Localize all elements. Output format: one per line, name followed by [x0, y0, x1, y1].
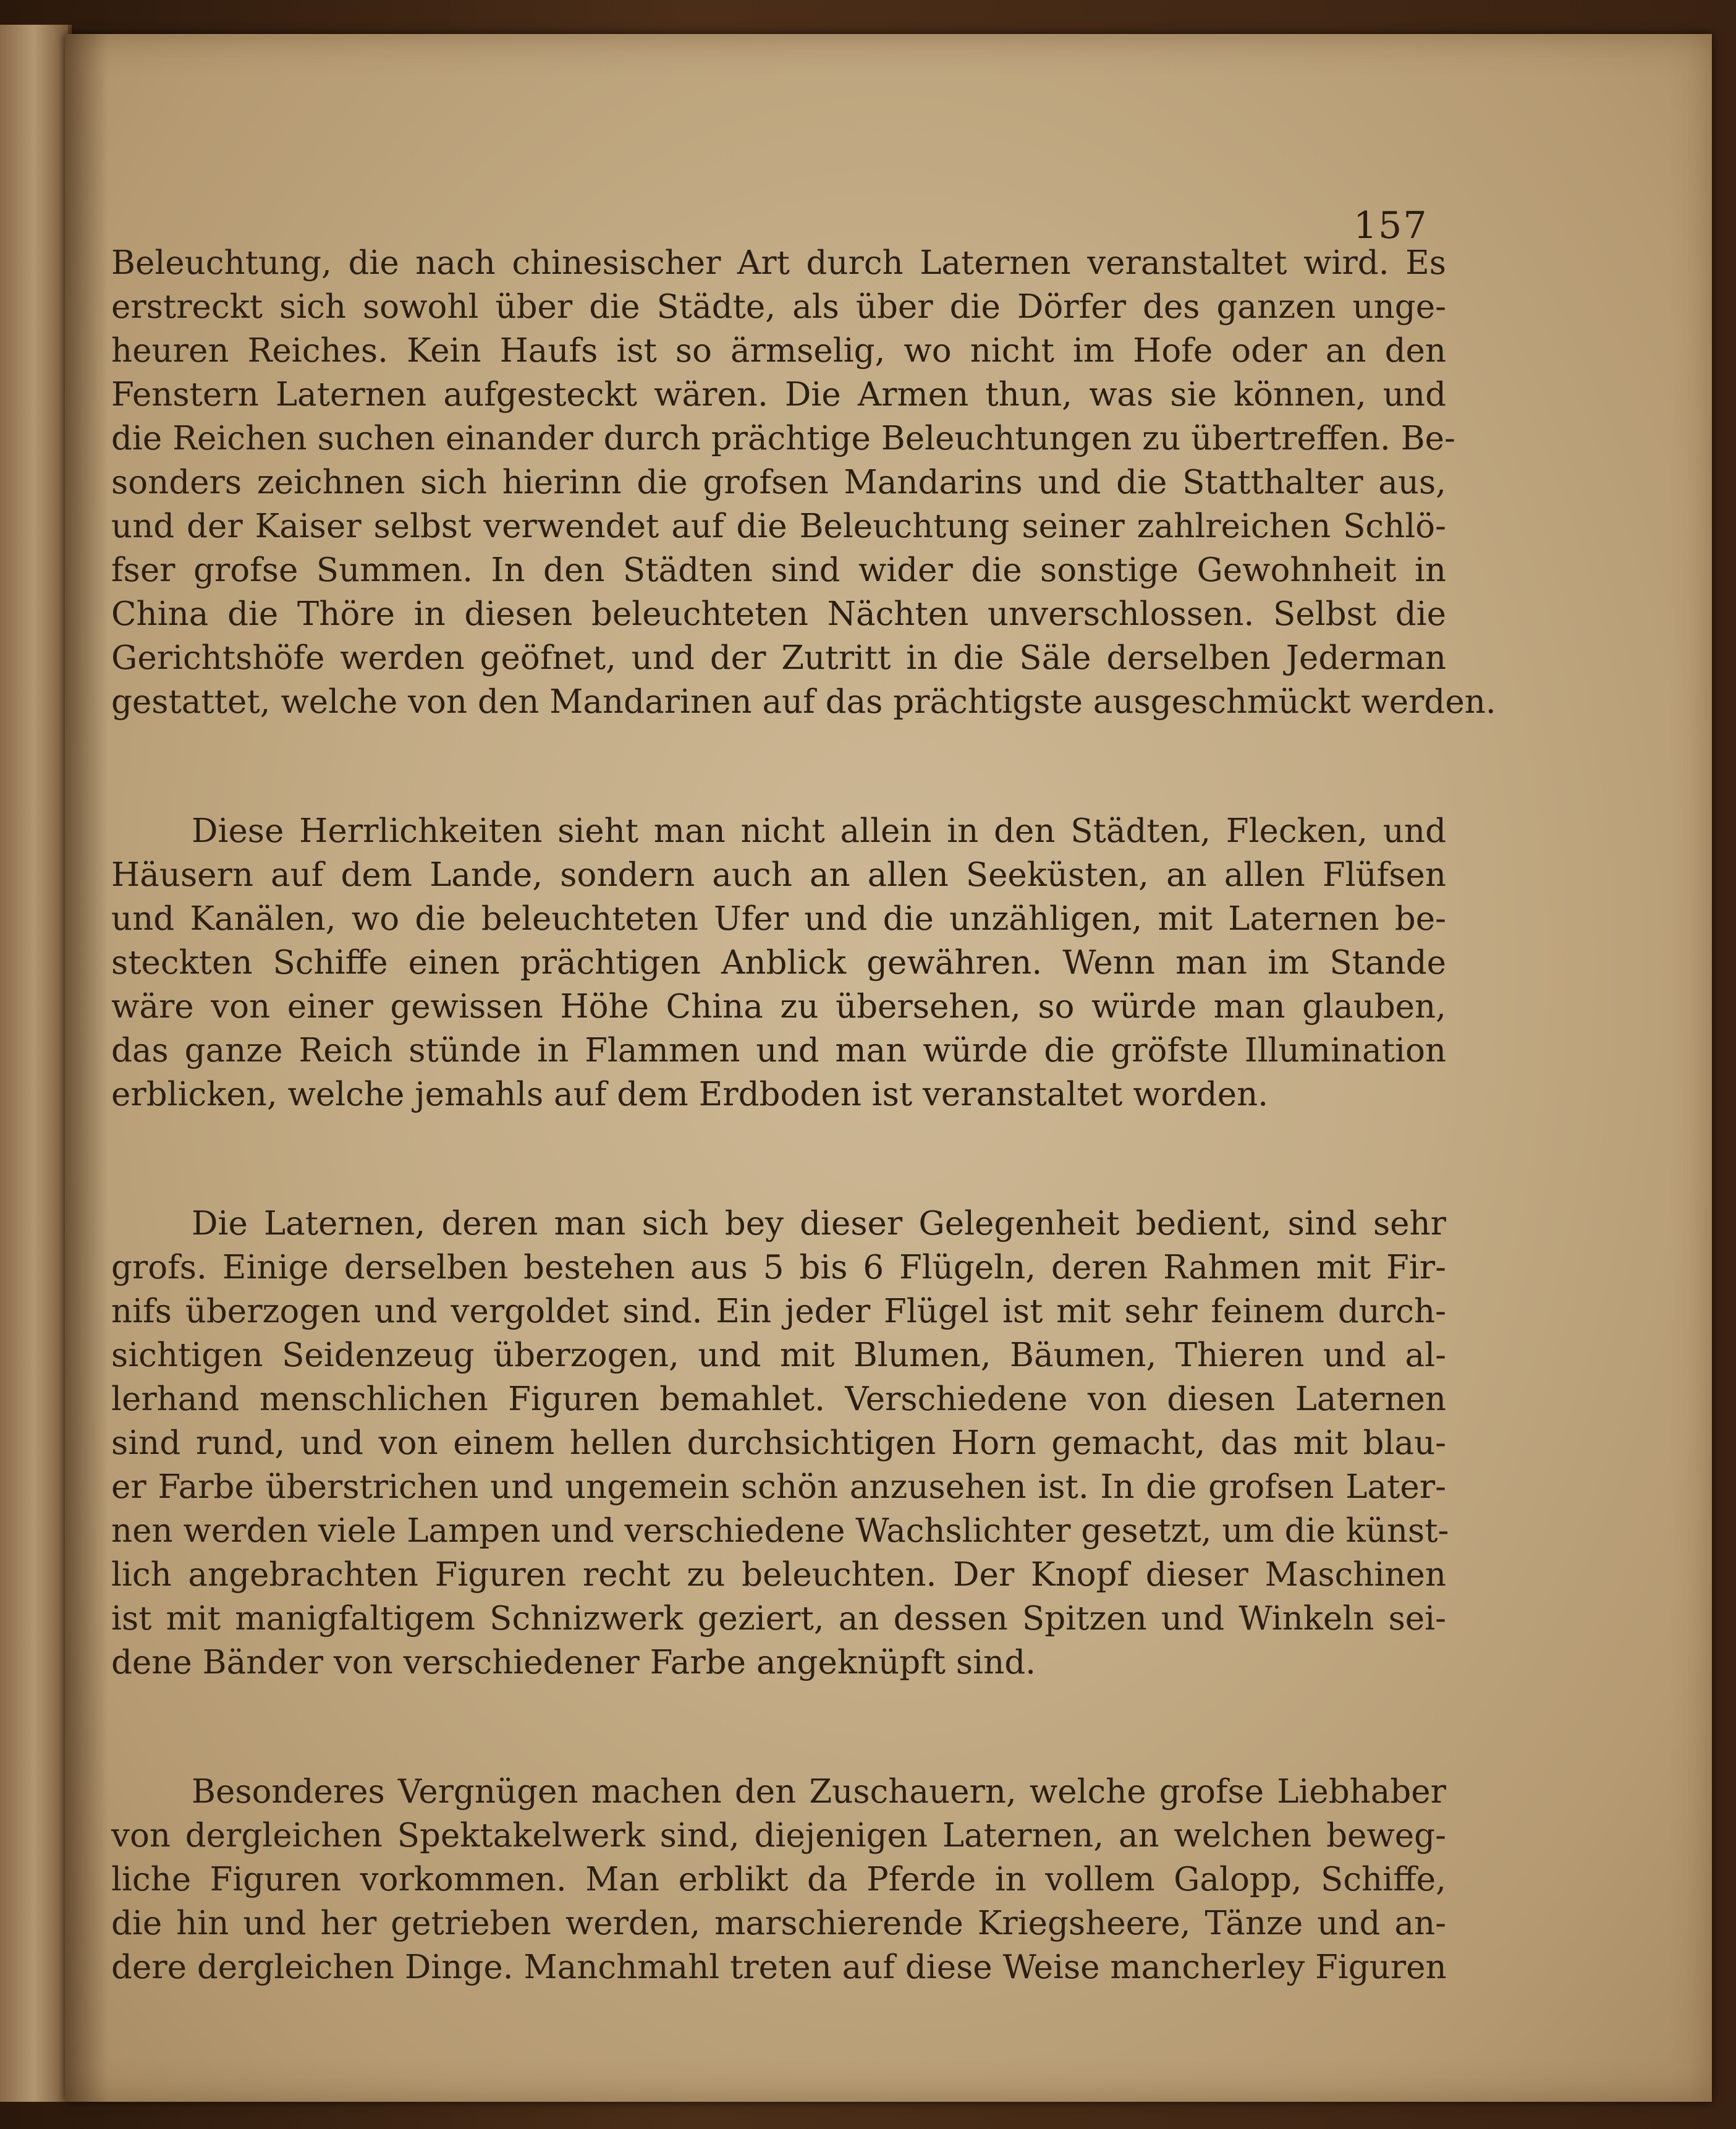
text-line: das ganze Reich stünde in Flammen und man würde die gröfste Illumination: [111, 1032, 1446, 1069]
page-number: 157: [1353, 204, 1428, 247]
text-line: und Kanälen, wo die beleuchteten Ufer und die unzähligen, mit Laternen be-: [111, 900, 1446, 938]
text-line: lerhand menschlichen Figuren bemahlet. Verschiedene von diesen Laternen: [111, 1380, 1446, 1418]
text-line: liche Figuren vorkommen. Man erblikt da Pferde in vollem Galopp, Schiffe,: [111, 1861, 1446, 1898]
text-line: nen werden viele Lampen und verschiedene Wachslichter gesetzt, um die künst-: [111, 1512, 1449, 1550]
text-line: grofs. Einige derselben bestehen aus 5 bis 6 Flügeln, deren Rahmen mit Fir-: [111, 1249, 1446, 1286]
text-line: erstreckt sich sowohl über die Städte, als über die Dörfer des ganzen unge-: [111, 288, 1446, 326]
text-line: ist mit manigfaltigem Schnizwerk geziert, an dessen Spitzen und Winkeln sei-: [111, 1600, 1446, 1638]
paragraph-1: [111, 241, 1496, 724]
page-text: [111, 241, 1496, 2075]
text-line: sonders zeichnen sich hierinn die grofsen Mandarins und die Statthalter aus,: [111, 464, 1446, 501]
text-line: heuren Reiches. Kein Haufs ist so ärmselig, wo nicht im Hofe oder an den: [111, 332, 1446, 370]
text-line: wäre von einer gewissen Höhe China zu übersehen, so würde man glauben,: [111, 988, 1446, 1026]
text-line: sind rund, und von einem hellen durchsichtigen Horn gemacht, das mit blau-: [111, 1424, 1446, 1462]
paragraph-2: [111, 809, 1446, 1116]
text-line: China die Thöre in diesen beleuchteten Nächten unverschlossen. Selbst die: [111, 595, 1446, 633]
text-line: Die Laternen, deren man sich bey dieser Gelegenheit bedient, sind sehr: [192, 1205, 1446, 1243]
text-line: dere dergleichen Dinge. Manchmahl treten auf diese Weise mancherley Figuren: [111, 1948, 1447, 1986]
text-line: gestattet, welche von den Mandarinen auf das prächtigste ausgeschmückt werden.: [111, 683, 1496, 721]
text-line: die hin und her getrieben werden, marschierende Kriegsheere, Tänze und an-: [111, 1905, 1446, 1942]
text-line: sichtigen Seidenzeug überzogen, und mit Blumen, Bäumen, Thieren und al-: [111, 1336, 1446, 1374]
paragraph-4: [111, 1770, 1446, 1989]
text-line: er Farbe überstrichen und ungemein schön anzusehen ist. In die grofsen Later-: [111, 1468, 1446, 1506]
text-line: erblicken, welche jemahls auf dem Erdboden ist veranstaltet worden.: [111, 1076, 1269, 1113]
text-line: steckten Schiffe einen prächtigen Anblick gewähren. Wenn man im Stande: [111, 944, 1446, 982]
gutter-shadow: [65, 34, 108, 2102]
text-line: von dergleichen Spektakelwerk sind, diejenigen Laternen, an welchen beweg-: [111, 1817, 1446, 1855]
text-line: Häusern auf dem Lande, sondern auch an allen Seeküsten, an allen Flüfsen: [111, 856, 1446, 894]
text-line: Besonderes Vergnügen machen den Zuschauern, welche grofse Liebhaber: [192, 1773, 1446, 1811]
text-line: die Reichen suchen einander durch prächtige Beleuchtungen zu übertreffen. Be-: [111, 420, 1455, 457]
text-line: dene Bänder von verschiedener Farbe angeknüpft sind.: [111, 1644, 1036, 1681]
left-page-edge: [0, 25, 72, 2102]
text-line: und der Kaiser selbst verwendet auf die Beleuchtung seiner zahlreichen Schlö-: [111, 508, 1446, 545]
text-line: Fenstern Laternen aufgesteckt wären. Die Armen thun, was sie können, und: [111, 376, 1446, 414]
text-line: Diese Herrlichkeiten sieht man nicht allein in den Städten, Flecken, und: [192, 812, 1446, 850]
text-line: Gerichtshöfe werden geöfnet, und der Zutritt in die Säle derselben Jederman: [111, 639, 1446, 677]
text-line: fser grofse Summen. In den Städten sind wider die sonstige Gewohnheit in: [111, 551, 1446, 589]
text-line: nifs überzogen und vergoldet sind. Ein jeder Flügel ist mit sehr feinem durch-: [111, 1293, 1446, 1330]
text-line: Beleuchtung, die nach chinesischer Art durch Laternen veranstaltet wird. Es: [111, 244, 1446, 282]
paragraph-3: [111, 1202, 1449, 1685]
text-line: lich angebrachten Figuren recht zu beleuchten. Der Knopf dieser Maschinen: [111, 1556, 1446, 1594]
